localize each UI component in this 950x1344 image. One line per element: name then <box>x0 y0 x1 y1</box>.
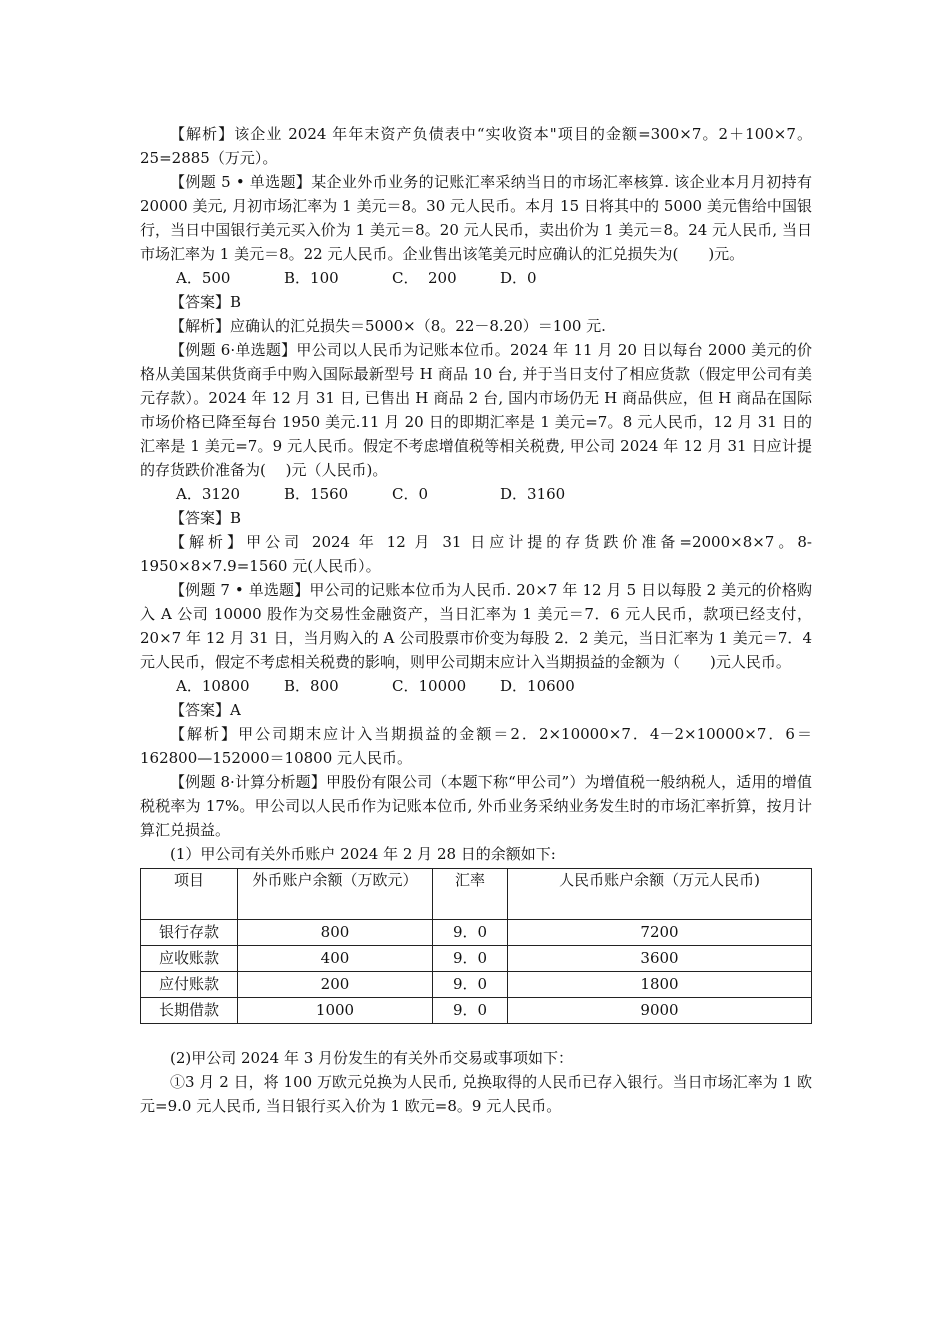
table-header: 项目 <box>141 869 238 920</box>
spacer <box>140 1024 812 1046</box>
table-cell: 银行存款 <box>141 920 238 946</box>
example-7-options <box>176 674 812 698</box>
table-header: 人民币账户余额（万元人民币) <box>508 869 812 920</box>
table-header: 汇率 <box>433 869 508 920</box>
table-cell: 9．0 <box>433 920 508 946</box>
table-cell: 1800 <box>508 972 812 998</box>
table-header: 外币账户余额（万欧元） <box>238 869 433 920</box>
example-5-options <box>176 266 812 290</box>
option-a: A．10800 <box>176 677 250 695</box>
example-6-options <box>176 482 812 506</box>
example-8-item-2: (2)甲公司 2024 年 3 月份发生的有关外币交易或事项如下： <box>170 1049 574 1067</box>
table-cell: 200 <box>238 972 433 998</box>
table-cell: 400 <box>238 946 433 972</box>
example-6-analysis: 【解析】甲公司 2024 年 12 月 31 日应计提的存货跌价准备=2000×8×7。8-1950×8×7.9=1560 元(人民币）。 <box>140 533 812 575</box>
table-cell: 800 <box>238 920 433 946</box>
option-c: C． 200 <box>392 269 457 287</box>
example-7-question: 【例题 7 • 单选题】甲公司的记账本位币为人民币. 20×7 年 12 月 5 日以每股 2 美元的价格购入 A 公司 10000 股作为交易性金融资产，当日汇率为 1 美元＝7．6 元人民币，款项已经支付，20×7 年 12 月 31 日，当月购入的 A 公司股票市价变为每股 2．2 美元，当日汇率为 1 美元＝7．4 元人民币，假定不考虑相关税费的影响，则甲公司期末应计入当期损益的金额为（ )元人民币。 <box>140 581 812 671</box>
table-row <box>141 920 812 946</box>
document-body <box>140 122 812 1118</box>
example-8-item-2-1: ①3 月 2 日，将 100 万欧元兑换为人民币, 兑换取得的人民币已存入银行。当日市场汇率为 1 欧元=9.0 元人民币, 当日银行买入价为 1 欧元=8。9 元人民币。 <box>140 1073 812 1115</box>
option-a: A．3120 <box>176 485 241 503</box>
example-5-answer: 【答案】B <box>170 293 242 311</box>
option-b: B．100 <box>284 269 339 287</box>
table-cell: 长期借款 <box>141 998 238 1024</box>
example-7-answer: 【答案】A <box>170 701 241 719</box>
option-c: C．0 <box>392 485 429 503</box>
table-cell: 应付账款 <box>141 972 238 998</box>
option-a: A．500 <box>176 269 231 287</box>
table-cell: 9．0 <box>433 998 508 1024</box>
table-cell: 1000 <box>238 998 433 1024</box>
option-d: D．3160 <box>500 485 566 503</box>
option-b: B．1560 <box>284 485 349 503</box>
example-8-question: 【例题 8·计算分析题】甲股份有限公司（本题下称“甲公司”）为增值税一般纳税人，适用的增值税税率为 17%。甲公司以人民币作为记账本位币, 外币业务采纳业务发生时的市场汇率折算，按月计算汇兑损益。 <box>140 773 812 839</box>
table-row <box>141 972 812 998</box>
table-row <box>141 946 812 972</box>
example-8-item-1: (1）甲公司有关外币账户 2024 年 2 月 28 日的余额如下: <box>170 845 556 863</box>
option-c: C．10000 <box>392 677 467 695</box>
option-b: B．800 <box>284 677 339 695</box>
table-cell: 9．0 <box>433 946 508 972</box>
table-row <box>141 998 812 1024</box>
example-6-answer: 【答案】B <box>170 509 242 527</box>
example-5-question: 【例题 5 • 单选题】某企业外币业务的记账汇率采纳当日的市场汇率核算. 该企业本月月初持有 20000 美元, 月初市场汇率为 1 美元＝8。30 元人民币。本月 15 日将其中的 5000 美元售给中国银行，当日中国银行美元买入价为 1 美元＝8。20 元人民币，卖出价为 1 美元＝8。24 元人民币, 当日市场汇率为 1 美元＝8。22 元人民币。企业售出该笔美元时应确认的汇兑损失为( )元。 <box>140 173 812 263</box>
table-cell: 7200 <box>508 920 812 946</box>
example-6-question: 【例题 6·单选题】甲公司以人民币为记账本位币。2024 年 11 月 20 日以每台 2000 美元的价格从美国某供货商手中购入国际最新型号 H 商品 10 台, 并于当日支付了相应货款（假定甲公司有美元存款）。2024 年 12 月 31 日, 已售出 H 商品 2 台, 国内市场仍无 H 商品供应，但 H 商品在国际市场价格已降至每台 1950 美元.11 月 20 日的即期汇率是 1 美元=7。8 元人民币，12 月 31 日的汇率是 1 美元=7。9 元人民币。假定不考虑增值税等相关税费, 甲公司 2024 年 12 月 31 日应计提的存货跌价准备为( )元（人民币)。 <box>140 341 812 479</box>
balance-table <box>140 868 812 1024</box>
option-d: D．10600 <box>500 677 575 695</box>
example-5-analysis: 【解析】应确认的汇兑损失＝5000×（8。22－8.20）＝100 元. <box>170 317 606 335</box>
table-cell: 应收账款 <box>141 946 238 972</box>
example-7-analysis: 【解析】甲公司期末应计入当期损益的金额＝2．2×10000×7．4－2×10000×7．6＝162800—152000＝10800 元人民币。 <box>140 725 812 767</box>
table-cell: 3600 <box>508 946 812 972</box>
table-header-row <box>141 869 812 920</box>
table-cell: 9．0 <box>433 972 508 998</box>
analysis-paragraph: 【解析】该企业 2024 年年末资产负债表中“实收资本"项目的金额=300×7。2＋100×7。25=2885（万元）。 <box>140 125 812 167</box>
table-cell: 9000 <box>508 998 812 1024</box>
option-d: D．0 <box>500 269 537 287</box>
